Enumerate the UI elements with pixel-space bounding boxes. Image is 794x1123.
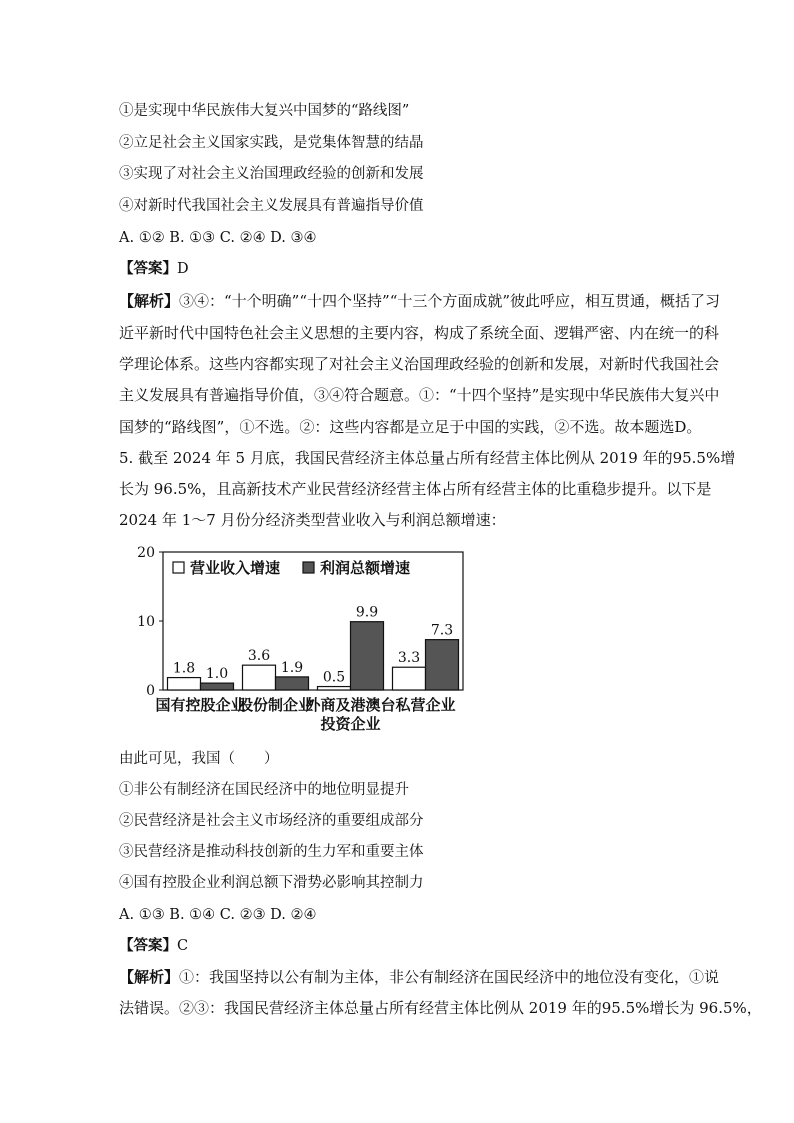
question-4-option-2: ②立足社会主义国家实践，是党集体智慧的结晶 — [119, 135, 424, 151]
category-label: 私营企业 — [395, 696, 456, 714]
question-5-choices: A. ①③ B. ①④ C. ②③ D. ②④ — [119, 907, 317, 923]
legend-label: 利润总额增速 — [320, 559, 411, 577]
question-4-analysis-line-1 — [119, 294, 720, 309]
question-4-choices: A. ①② B. ①③ C. ②④ D. ③④ — [119, 230, 317, 246]
bar — [243, 665, 276, 690]
question-5-analysis-line-2: 法错误。②③：我国民营经济主体总量占所有经营主体比例从 2019 年的95.5%增长为 96.5%， — [119, 999, 762, 1017]
analysis-text: ③④：“十个明确”“十四个坚持”“十三个方面成就”彼此呼应，相互贯通，概括了习 — [179, 292, 721, 310]
question-5-stem-line-3: 2024 年 1～7 月份分经济类型营业收入与利润总额增速： — [119, 511, 506, 529]
answer-value: D — [177, 261, 189, 277]
legend-label: 营业收入增速 — [190, 559, 281, 577]
chart-svg — [113, 538, 493, 738]
y-tick-label: 10 — [137, 614, 155, 630]
question-5-stem-line-2: 长为 96.5%，且高新技术产业民营经济经营主体占所有经营主体的比重稳步提升。以下是 — [119, 480, 712, 498]
category-label: 投资企业 — [320, 715, 381, 733]
bar-value-label: 3.3 — [397, 650, 421, 667]
bar — [351, 622, 384, 690]
legend-swatch — [173, 562, 184, 573]
question-4-option-1: ①是实现中华民族伟大复兴中国梦的“路线图” — [119, 103, 410, 119]
analysis-label: 【解析】 — [119, 968, 180, 986]
growth-rate-bar-chart — [113, 538, 493, 738]
analysis-label: 【解析】 — [119, 292, 180, 310]
question-5-option-3: ③民营经济是推动科技创新的生力军和重要主体 — [119, 844, 424, 860]
question-4-analysis-line-5: 国梦的“路线图”，①不选。②：这些内容都是立足于中国的实践，②不选。故本题选D。 — [119, 418, 702, 436]
bar — [168, 678, 201, 690]
question-4-analysis-line-4: 主义发展具有普遍指导价值，③④符合题意。①：“十四个坚持”是实现中华民族伟大复兴中 — [119, 386, 720, 404]
bar-value-label: 0.5 — [322, 669, 346, 686]
answer-value: C — [177, 938, 189, 954]
category-label: 外商及港澳台 — [305, 696, 396, 714]
answer-label: 【答案】 — [119, 260, 177, 277]
question-5-option-1: ①非公有制经济在国民经济中的地位明显提升 — [119, 782, 409, 798]
question-5-prompt: 由此可见，我国（ ） — [119, 751, 279, 767]
bar — [201, 683, 234, 690]
bar — [318, 687, 351, 690]
bar-value-label: 1.9 — [280, 659, 304, 676]
bar-value-label: 9.9 — [355, 604, 379, 621]
bar-value-label: 1.0 — [205, 666, 229, 683]
bar-value-label: 1.8 — [172, 660, 196, 677]
bar — [426, 640, 459, 690]
question-4-answer — [119, 262, 189, 277]
legend-swatch — [303, 562, 314, 573]
bar — [276, 677, 309, 690]
question-5-analysis-line-1 — [119, 970, 719, 985]
question-4-analysis-line-3: 学理论体系。这些内容都实现了对社会主义治国理政经验的创新和发展，对新时代我国社会 — [119, 355, 720, 373]
answer-label: 【答案】 — [119, 937, 177, 954]
bar-value-label: 3.6 — [247, 648, 271, 665]
y-tick-label: 0 — [146, 683, 155, 699]
question-5-stem-line-1: 5. 截至 2024 年 5 月底，我国民营经济主体总量占所有经营主体比例从 2019 年的95.5%增 — [119, 449, 736, 467]
question-5-option-2: ②民营经济是社会主义市场经济的重要组成部分 — [119, 813, 424, 829]
category-label: 国有控股企业 — [155, 696, 246, 714]
question-4-analysis-line-2: 近平新时代中国特色社会主义思想的主要内容，构成了系统全面、逻辑严密、内在统一的科 — [119, 324, 720, 342]
question-4-option-4: ④对新时代我国社会主义发展具有普遍指导价值 — [119, 198, 424, 214]
category-label: 股份制企业 — [237, 696, 314, 714]
question-4-option-3: ③实现了对社会主义治国理政经验的创新和发展 — [119, 166, 424, 182]
question-5-answer — [119, 939, 188, 954]
analysis-text: ①：我国坚持以公有制为主体，非公有制经济在国民经济中的地位没有变化，①说 — [179, 968, 720, 986]
bar-value-label: 7.3 — [430, 622, 454, 639]
y-tick-label: 20 — [137, 545, 155, 561]
bar — [393, 667, 426, 690]
question-5-option-4: ④国有控股企业利润总额下滑势必影响其控制力 — [119, 875, 424, 891]
